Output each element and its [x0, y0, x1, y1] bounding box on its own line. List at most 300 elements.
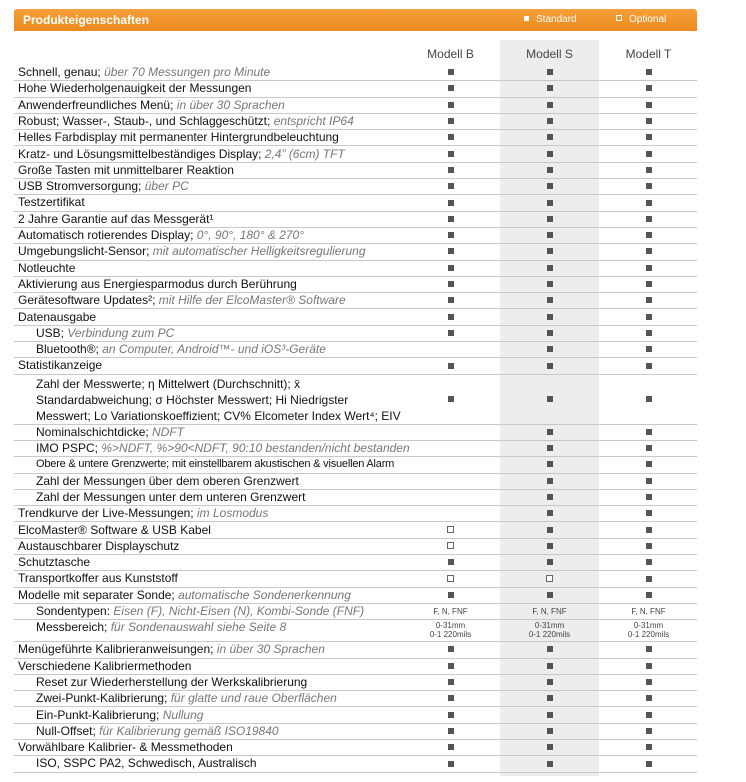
standard-square-icon [547, 232, 553, 238]
table-row [14, 723, 697, 740]
feature-main-text: Helles Farbdisplay mit permanenter Hintergrundbeleuchtung [18, 130, 339, 145]
cell-modell-t [599, 260, 698, 276]
cell-modell-t [599, 80, 698, 96]
standard-square-icon [448, 183, 454, 189]
standard-square-icon [646, 510, 652, 516]
cell-modell-t [599, 674, 698, 690]
cell-modell-t [599, 129, 698, 145]
feature-main-text: Robust; Wasser-, Staub-, und Schlaggeschützt; [18, 113, 271, 128]
standard-square-icon [547, 69, 553, 75]
feature-label [36, 456, 394, 472]
cell-modell-b [401, 522, 500, 538]
table-row [14, 505, 697, 522]
cell-modell-s [500, 723, 599, 739]
table-row [14, 570, 697, 587]
cell-modell-t [599, 113, 698, 129]
cell-modell-s [500, 341, 599, 357]
feature-main-text: Testzertifikat [18, 195, 85, 210]
standard-square-icon [448, 200, 454, 206]
cell-modell-s [500, 674, 599, 690]
cell-modell-t [599, 211, 698, 227]
standard-square-icon [448, 265, 454, 271]
cell-modell-t [599, 538, 698, 554]
standard-square-icon [646, 346, 652, 352]
cell-modell-b [401, 292, 500, 308]
standard-square-icon [646, 744, 652, 750]
cell-modell-b [401, 64, 500, 80]
standard-square-icon [448, 232, 454, 238]
feature-main-text: Obere & untere Grenzwerte; mit einstellbarem akustischen & visuellen Alarm [36, 458, 395, 471]
standard-square-icon [547, 744, 553, 750]
cell-modell-b [401, 587, 500, 603]
cell-modell-b [401, 97, 500, 113]
feature-main-text: USB; [36, 325, 65, 340]
table-row [14, 456, 697, 473]
cell-modell-b [401, 505, 500, 521]
cell-modell-s [500, 97, 599, 113]
cell-modell-b [401, 456, 500, 472]
table-row [14, 276, 697, 293]
standard-square-icon [646, 232, 652, 238]
standard-square-icon [448, 330, 454, 336]
feature-main-text: ISO, SSPC PA2, Schwedisch, Australisch [36, 756, 257, 771]
feature-label [18, 505, 268, 521]
feature-label [18, 522, 211, 538]
table-row [14, 309, 697, 326]
standard-square-icon [547, 248, 553, 254]
feature-main-text: Zahl der Messwerte; η Mittelwert (Durchschnitt); x̄ Standardabweichung; σ Höchster Messwert; Hi Niedrigster Messwert; Lo Variationskoeffizient; CV% Elcometer Index Wert⁴; EIV [36, 376, 401, 423]
cell-modell-t [599, 178, 698, 194]
feature-label [18, 80, 251, 96]
feature-main-text: Austauschbarer Displayschutz [18, 538, 180, 553]
feature-label [18, 146, 345, 162]
standard-square-icon [547, 559, 553, 565]
standard-square-icon [646, 281, 652, 287]
standard-square-icon [646, 183, 652, 189]
standard-square-icon [646, 200, 652, 206]
standard-square-icon [547, 265, 553, 271]
feature-main-text: Ein-Punkt-Kalibrierung; [36, 707, 160, 722]
filled-square-icon [524, 16, 529, 21]
cell-modell-b [401, 489, 500, 505]
cell-modell-s [500, 178, 599, 194]
feature-main-text: Datenausgabe [18, 309, 97, 324]
standard-square-icon [646, 118, 652, 124]
feature-note-text: entspricht IP64 [270, 113, 354, 128]
table-row [14, 473, 697, 490]
cell-modell-t [599, 357, 698, 373]
cell-modell-b [401, 739, 500, 755]
feature-note-text: Eisen (F), Nicht-Eisen (N), Kombi-Sonde (FNF) [110, 604, 365, 618]
cell-modell-t [599, 97, 698, 113]
cell-modell-s [500, 194, 599, 210]
standard-square-icon [448, 69, 454, 75]
standard-square-icon [646, 248, 652, 254]
cell-modell-t [599, 162, 698, 178]
cell-modell-t [599, 473, 698, 489]
cell-modell-b [401, 554, 500, 570]
feature-main-text: Reset zur Wiederherstellung der Werkskalibrierung [36, 674, 308, 689]
legend-standard [524, 14, 577, 25]
standard-square-icon [448, 712, 454, 718]
cell-modell-t [599, 146, 698, 162]
table-row [14, 522, 697, 539]
cell-modell-t [599, 194, 698, 210]
cell-text: 0-1 220mils [429, 630, 472, 640]
cell-modell-s [500, 522, 599, 538]
cell-modell-b [401, 194, 500, 210]
cell-modell-s [500, 325, 599, 341]
standard-square-icon [646, 592, 652, 598]
feature-label [18, 194, 85, 210]
cell-modell-b [401, 211, 500, 227]
cell-modell-s [500, 276, 599, 292]
feature-main-text: Verschiedene Kalibriermethoden [18, 658, 192, 673]
cell-modell-s [500, 357, 599, 373]
table-row [14, 292, 697, 309]
standard-square-icon [646, 728, 652, 734]
standard-square-icon [547, 646, 553, 652]
table-row [14, 97, 697, 114]
feature-note-text: über 70 Messungen pro Minute [100, 65, 271, 79]
table-row [14, 674, 697, 691]
standard-square-icon [646, 314, 652, 320]
cell-modell-t [599, 440, 698, 456]
feature-main-text: Anwenderfreundliches Menü; [18, 97, 174, 112]
feature-main-text: Umgebungslicht-Sensor; [18, 244, 150, 259]
standard-square-icon [646, 151, 652, 157]
feature-main-text: Statistikanzeige [18, 358, 103, 373]
standard-square-icon [547, 429, 553, 435]
standard-square-icon [646, 102, 652, 108]
cell-modell-s [500, 456, 599, 472]
cell-modell-s [500, 658, 599, 674]
feature-main-text: Notleuchte [18, 260, 76, 275]
standard-square-icon [646, 695, 652, 701]
cell-text: 0-31mm [633, 621, 664, 631]
feature-label [36, 707, 203, 723]
feature-label [18, 162, 234, 178]
cell-modell-s [500, 570, 599, 586]
cell-modell-b [401, 690, 500, 706]
standard-square-icon [448, 663, 454, 669]
cell-text: F, N, FNF [433, 606, 468, 616]
cell-modell-t [599, 505, 698, 521]
column-header-modell-s: Modell S [526, 47, 573, 61]
feature-main-text: Zwei-Punkt-Kalibrierung; [36, 691, 168, 706]
feature-label [18, 739, 233, 755]
cell-modell-b [401, 440, 500, 456]
cell-modell-s [500, 80, 599, 96]
standard-square-icon [448, 151, 454, 157]
cell-modell-b [401, 113, 500, 129]
feature-label [18, 309, 96, 325]
feature-main-text: Sondentypen: [36, 604, 111, 618]
cell-modell-s [500, 227, 599, 243]
standard-square-icon [448, 85, 454, 91]
feature-main-text: Vorwählbare Kalibrier- & Messmethoden [18, 740, 233, 755]
cell-modell-s [500, 489, 599, 505]
standard-square-icon [547, 543, 553, 549]
cell-modell-s [500, 113, 599, 129]
cell-modell-s [500, 707, 599, 723]
standard-square-icon [547, 216, 553, 222]
table-row [14, 658, 697, 675]
standard-square-icon [448, 646, 454, 652]
feature-note-text: an Computer, Android™- und iOS³-Geräte [98, 342, 326, 357]
feature-note-text: für glatte und raue Oberflächen [167, 691, 337, 706]
feature-label [18, 97, 285, 113]
standard-square-icon [547, 297, 553, 303]
standard-square-icon [646, 761, 652, 767]
standard-square-icon [646, 461, 652, 467]
column-header-modell-b: Modell B [427, 47, 474, 61]
feature-note-text: mit Hilfe der ElcoMaster® Software [155, 293, 346, 308]
table-row [14, 554, 697, 571]
feature-label [36, 424, 184, 440]
feature-note-text: automatische Sondenerkennung [174, 587, 351, 602]
cell-modell-s [500, 260, 599, 276]
feature-main-text: Nominalschichtdicke; [36, 424, 149, 439]
cell-modell-s [500, 162, 599, 178]
standard-square-icon [646, 494, 652, 500]
feature-main-text: Kratz- und Lösungsmittelbeständiges Display; [18, 146, 262, 161]
standard-square-icon [547, 728, 553, 734]
cell-modell-s [500, 619, 599, 641]
standard-square-icon [547, 200, 553, 206]
feature-label [18, 211, 213, 227]
standard-square-icon [448, 396, 454, 402]
cell-modell-b [401, 80, 500, 96]
standard-square-icon [547, 396, 553, 402]
table-row [14, 374, 697, 425]
standard-square-icon [547, 527, 553, 533]
standard-square-icon [646, 396, 652, 402]
cell-text: 0-31mm [435, 621, 466, 631]
table-row [14, 113, 697, 130]
table-row [14, 243, 697, 260]
standard-square-icon [547, 712, 553, 718]
cell-modell-s [500, 146, 599, 162]
standard-square-icon [547, 85, 553, 91]
cell-modell-b [401, 146, 500, 162]
standard-square-icon [646, 85, 652, 91]
cell-modell-b [401, 603, 500, 619]
feature-main-text: Schnell, genau; [18, 65, 101, 79]
table-row [14, 64, 697, 81]
table-row [14, 260, 697, 277]
legend-optional [616, 14, 666, 25]
standard-square-icon [547, 592, 553, 598]
standard-square-icon [646, 265, 652, 271]
table-row [14, 440, 697, 457]
cell-modell-t [599, 723, 698, 739]
cell-modell-t [599, 309, 698, 325]
cell-modell-b [401, 619, 500, 641]
feature-main-text: ElcoMaster® Software & USB Kabel [18, 522, 211, 537]
feature-main-text: IMO PSPC; [36, 441, 99, 455]
cell-modell-t [599, 690, 698, 706]
standard-square-icon [646, 663, 652, 669]
cell-modell-b [401, 341, 500, 357]
cell-modell-b [401, 260, 500, 276]
cell-modell-b [401, 276, 500, 292]
cell-modell-s [500, 473, 599, 489]
standard-square-icon [547, 314, 553, 320]
feature-label [18, 129, 339, 145]
cell-text: 0-31mm [534, 621, 565, 631]
feature-main-text: Transportkoffer aus Kunststoff [18, 571, 178, 586]
feature-main-text: Trendkurve der Live-Messungen; [18, 506, 194, 521]
table-row [14, 194, 697, 211]
cell-text: 0-1 220mils [627, 630, 670, 640]
cell-modell-t [599, 489, 698, 505]
cell-modell-t [599, 456, 698, 472]
cell-modell-b [401, 723, 500, 739]
feature-label [18, 227, 304, 243]
feature-main-text: Hohe Wiederholgenauigkeit der Messungen [18, 81, 252, 96]
optional-square-icon [447, 542, 454, 549]
standard-square-icon [547, 494, 553, 500]
standard-square-icon [646, 527, 652, 533]
cell-modell-b [401, 538, 500, 554]
cell-modell-b [401, 755, 500, 771]
table-row [14, 178, 697, 195]
cell-modell-t [599, 292, 698, 308]
standard-square-icon [646, 69, 652, 75]
cell-modell-b [401, 178, 500, 194]
table-row [14, 755, 697, 772]
standard-square-icon [547, 761, 553, 767]
cell-modell-s [500, 424, 599, 440]
table-row [14, 146, 697, 163]
feature-label [36, 489, 305, 505]
standard-square-icon [547, 695, 553, 701]
feature-label [18, 260, 75, 276]
feature-note-text: Verbindung zum PC [64, 325, 175, 340]
standard-square-icon [547, 663, 553, 669]
cell-text: F, N, FNF [532, 606, 567, 616]
cell-modell-t [599, 619, 698, 641]
cell-modell-t [599, 603, 698, 619]
optional-square-icon [447, 526, 454, 533]
feature-label [18, 292, 346, 308]
cell-modell-t [599, 64, 698, 80]
standard-square-icon [448, 592, 454, 598]
table-row [14, 603, 697, 620]
standard-square-icon [547, 679, 553, 685]
cell-modell-b [401, 227, 500, 243]
table-row [14, 357, 697, 374]
standard-square-icon [547, 346, 553, 352]
standard-square-icon [646, 363, 652, 369]
standard-square-icon [646, 543, 652, 549]
table-row [14, 690, 697, 707]
cell-modell-s [500, 739, 599, 755]
feature-main-text: Null-Offset; [36, 723, 96, 738]
cell-modell-b [401, 674, 500, 690]
feature-main-text: USB Stromversorgung; [18, 179, 142, 194]
feature-label [36, 723, 279, 739]
standard-square-icon [646, 679, 652, 685]
cell-modell-b [401, 707, 500, 723]
standard-square-icon [547, 102, 553, 108]
cell-modell-t [599, 658, 698, 674]
feature-label [36, 755, 257, 771]
standard-square-icon [547, 363, 553, 369]
standard-square-icon [448, 679, 454, 685]
standard-square-icon [547, 445, 553, 451]
table-row [14, 211, 697, 228]
feature-main-text: Große Tasten mit unmittelbarer Reaktion [18, 162, 234, 177]
feature-label [18, 243, 366, 259]
standard-square-icon [448, 118, 454, 124]
standard-square-icon [646, 216, 652, 222]
standard-square-icon [448, 744, 454, 750]
standard-square-icon [448, 559, 454, 565]
standard-square-icon [448, 134, 454, 140]
cell-modell-b [401, 424, 500, 440]
cell-modell-t [599, 739, 698, 755]
cell-modell-t [599, 243, 698, 259]
feature-label [18, 587, 351, 603]
cell-modell-b [401, 374, 500, 424]
section-title: Produkteigenschaften [23, 13, 150, 27]
empty-square-icon [616, 15, 622, 21]
feature-note-text: NDFT [148, 424, 185, 439]
feature-label [18, 113, 354, 129]
standard-square-icon [448, 102, 454, 108]
feature-label [18, 554, 90, 570]
table-row [14, 424, 697, 441]
standard-square-icon [646, 429, 652, 435]
table-row [14, 538, 697, 555]
table-row [14, 489, 697, 506]
cell-modell-s [500, 554, 599, 570]
cell-modell-b [401, 357, 500, 373]
feature-note-text: in über 30 Sprachen [173, 97, 285, 112]
standard-square-icon [646, 478, 652, 484]
standard-square-icon [448, 248, 454, 254]
cell-modell-s [500, 309, 599, 325]
cell-modell-t [599, 341, 698, 357]
standard-square-icon [448, 216, 454, 222]
cell-modell-t [599, 570, 698, 586]
standard-square-icon [448, 297, 454, 303]
header-bar [14, 9, 697, 31]
feature-note-text: für Sondenauswahl siehe Seite 8 [107, 620, 287, 635]
standard-square-icon [646, 445, 652, 451]
cell-modell-b [401, 473, 500, 489]
table-row [14, 641, 697, 658]
feature-label [18, 538, 179, 554]
feature-main-text: Schutztasche [18, 555, 91, 570]
feature-label [36, 473, 299, 489]
cell-modell-t [599, 424, 698, 440]
standard-square-icon [448, 281, 454, 287]
cell-modell-t [599, 276, 698, 292]
standard-square-icon [448, 314, 454, 320]
cell-modell-s [500, 603, 599, 619]
standard-square-icon [646, 576, 652, 582]
feature-note-text: 0°, 90°, 180° & 270° [193, 228, 305, 242]
feature-label [36, 603, 364, 619]
feature-label [18, 178, 189, 194]
standard-square-icon [547, 183, 553, 189]
standard-square-icon [547, 461, 553, 467]
standard-square-icon [646, 134, 652, 140]
cell-modell-s [500, 64, 599, 80]
